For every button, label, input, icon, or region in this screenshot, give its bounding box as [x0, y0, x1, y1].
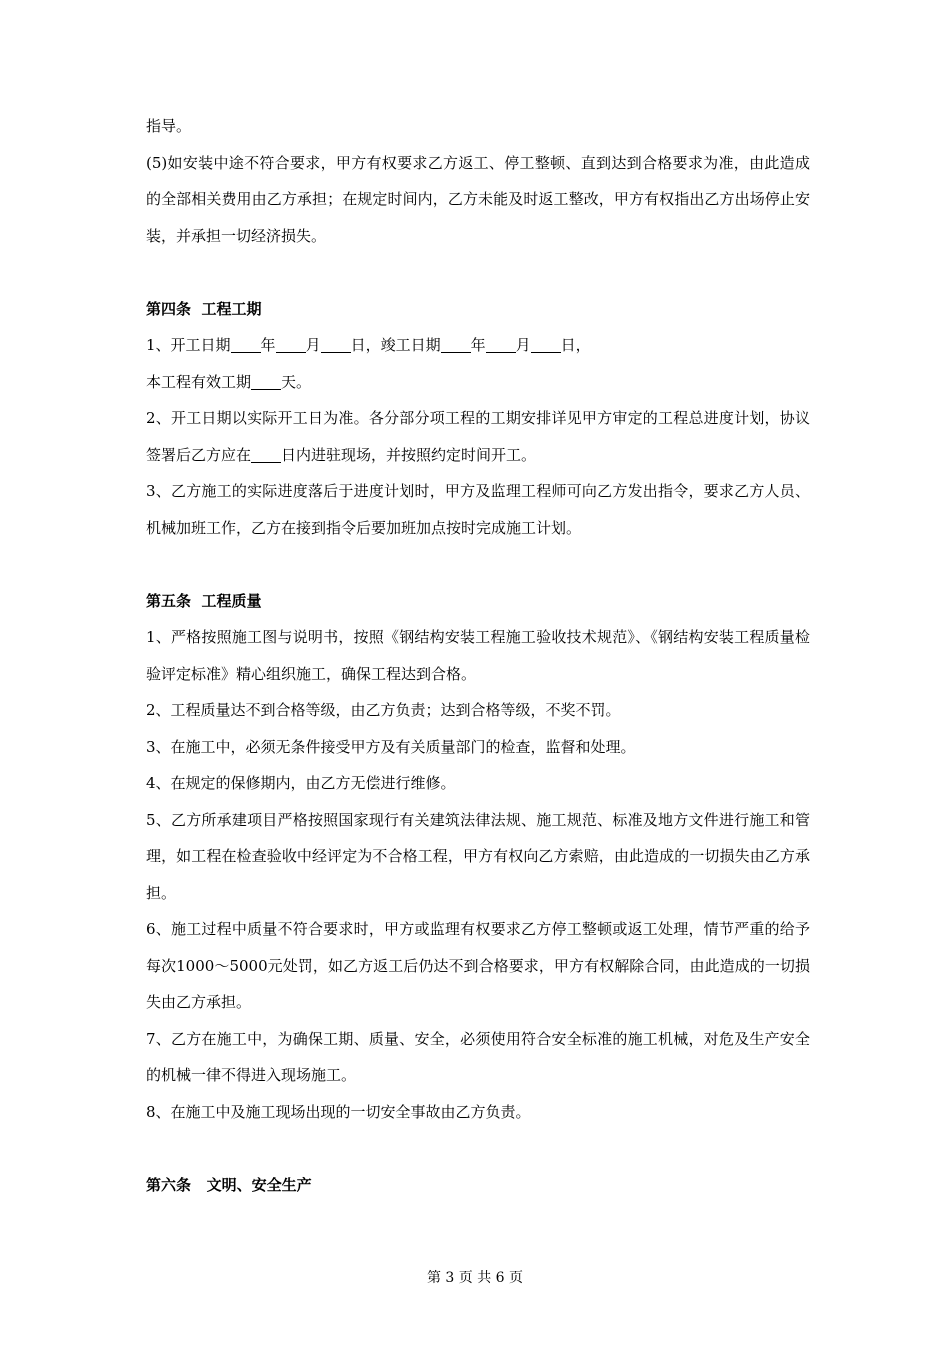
- spacer: [146, 1130, 810, 1167]
- blank-underline: [441, 337, 471, 353]
- paragraph: (5)如安装中途不符合要求，甲方有权要求乙方返工、停工整顿、直到达到合格要求为准，由此造成的全部相关费用由乙方承担；在规定时间内，乙方未能及时返工整改，甲方有权指出乙方出场停止安装，并承担一切经济损失。: [146, 153, 810, 245]
- text-fragment: 月: [305, 336, 321, 354]
- paragraph: 指导。: [146, 117, 192, 135]
- page-footer: 第 3 页 共 6 页: [426, 1270, 524, 1286]
- text-fragment: 日，: [560, 336, 591, 354]
- blank-underline: [251, 447, 281, 463]
- document-body: [146, 108, 810, 1203]
- section5-item: 1、严格按照施工图与说明书，按照《钢结构安装工程施工验收技术规范》、《钢结构安装工程质量检验评定标准》精心组织施工，确保工程达到合格。: [146, 628, 810, 683]
- text-fragment: 日内进驻现场，并按照约定时间开工。: [281, 445, 537, 464]
- spacer: [146, 254, 810, 291]
- section5-item: 5、乙方所承建项目严格按照国家现行有关建筑法律法规、施工规范、标准及地方文件进行施工和管理，如工程在检查验收中经评定为不合格工程，甲方有权向乙方索赔，由此造成的一切损失由乙方承担。: [146, 810, 810, 902]
- section5-item: 4、在规定的保修期内，由乙方无偿进行维修。: [146, 774, 456, 792]
- text-fragment: 天。: [281, 372, 312, 391]
- section5-item: 8、在施工中及施工现场出现的一切安全事故由乙方负责。: [146, 1102, 531, 1121]
- section-heading: 第五条 工程质量: [146, 591, 262, 610]
- text-fragment: 日，竣工日期: [350, 336, 441, 354]
- section4-item1-line2: [146, 364, 810, 401]
- section4-item3: 3、乙方施工的实际进度落后于进度计划时，甲方及监理工程师可向乙方发出指令，要求乙方人员、机械加班工作，乙方在接到指令后要加班加点按时完成施工计划。: [146, 482, 810, 537]
- blank-underline: [531, 337, 561, 353]
- text-fragment: 本工程有效工期: [146, 372, 252, 391]
- blank-underline: [251, 374, 281, 390]
- text-fragment: 年: [470, 336, 486, 354]
- blank-underline: [231, 337, 261, 353]
- section4-item2: [146, 400, 810, 473]
- text-fragment: 年: [260, 336, 276, 354]
- section5-item: 2、工程质量达不到合格等级，由乙方负责；达到合格等级，不奖不罚。: [146, 701, 621, 719]
- section-heading: 第四条 工程工期: [146, 299, 262, 318]
- blank-underline: [321, 337, 351, 353]
- blank-underline: [276, 337, 306, 353]
- section5-item: 3、在施工中，必须无条件接受甲方及有关质量部门的检查，监督和处理。: [146, 737, 636, 756]
- section5-item: 6、施工过程中质量不符合要求时，甲方或监理有权要求乙方停工整顿或返工处理，情节严重的给予每次1000～5000元处罚，如乙方返工后仍达不到合格要求，甲方有权解除合同，由此造成的一切损失由乙方承担。: [146, 920, 810, 1011]
- section5-item: 7、乙方在施工中，为确保工期、质量、安全，必须使用符合安全标准的施工机械，对危及生产安全的机械一律不得进入现场施工。: [146, 1029, 810, 1084]
- text-fragment: 2、开工日期以实际开工日为准。各分部分项工程的工期安排详见甲方审定的工程总进度计划，协议签署后乙方应在: [146, 409, 810, 464]
- section4-item1: [146, 327, 810, 364]
- text-fragment: 月: [515, 336, 531, 354]
- spacer: [146, 546, 810, 583]
- text-fragment: 1、开工日期: [146, 336, 231, 354]
- section-heading: 第六条 文明、安全生产: [146, 1175, 312, 1194]
- blank-underline: [486, 337, 516, 353]
